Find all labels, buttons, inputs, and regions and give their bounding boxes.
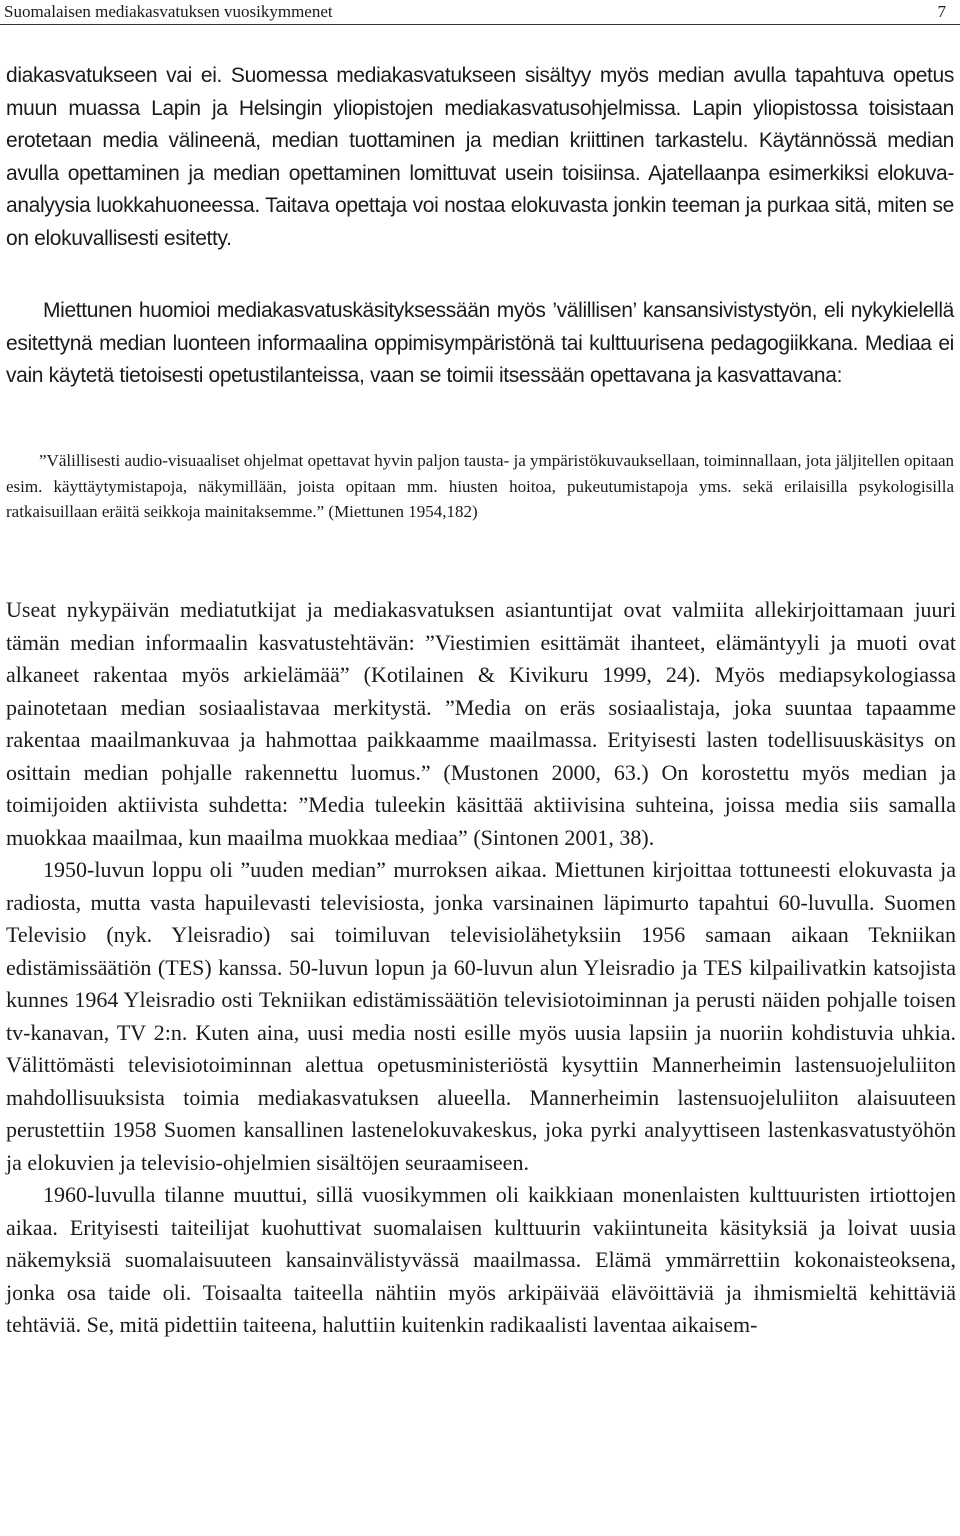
quote-text: ”Välillisesti audio-visuaaliset ohjelmat opettavat hyvin paljon tausta- ja ympäristökuvauksellaan, toiminnallaan, jota jäljitellen opitaan esim. käyttäytymistapoja, näkymillään, joista opitaan mm. hiusten hoitoa, pukeutumistapoja yms. sekä erilaisilla psykologisilla ratkaisuillaan eräitä seikkoja mainitaksemme.” (Miettunen 1954,182) bbox=[6, 451, 954, 522]
body-block-sans-1 bbox=[6, 60, 954, 255]
paragraph-4: 1950-luvun loppu oli ”uuden median” murroksen aikaa. Miettunen kirjoittaa tottuneesti elokuvasta ja radiosta, mutta vasta hapuilevasti televisiosta, jonka varsinainen läpimurto tapahtui 60-luvulla. Suomen Televisio (nyk. Yleisradio) sai toimiluvan televisiolähetyksiin 1956 samaan aikaan Tekniikan edistämissäätiön (TES) kanssa. 50-luvun lopun ja 60-luvun alun Yleisradio ja TES kilpailivatkin katsojista kunnes 1964 Yleisradio osti Tekniikan edistämissäätiön televisiotoiminnan ja perusti näiden pohjalle toisen tv-kanavan, TV 2:n. Kuten aina, uusi media nosti esille myös uusia lapsiin ja nuoriin kohdistuvia uhkia. Välittömästi televisiotoiminnan alettua opetusministeriöstä kysyttiin Mannerheimin lastensuojeluliiton mahdollisuuksista toimia mediakasvatuksen alueella. Mannerheimin lastensuojeluliiton alaisuuteen perustettiin 1958 Suomen kansallinen lastenelokuvakeskus, joka pyrki analyyttiseen lastenkasvatustyöhön ja elokuvien ja televisio-ohjelmien sisältöjen seuraamiseen. bbox=[6, 857, 956, 1175]
block-quote bbox=[6, 448, 954, 525]
header-rule bbox=[0, 24, 960, 25]
body-block-serif bbox=[6, 594, 956, 1342]
paragraph-2: Miettunen huomioi mediakasvatuskäsityksessään myös ’välillisen’ kansansivistystyön, eli nykykielellä esitettynä median luonteen informaalina oppimisympäristönä tai kulttuurisena pedagogiikkana. Mediaa ei vain käytetä tietoisesti opetustilanteissa, vaan se toimii itsessään opettavana ja kasvattavana: bbox=[6, 299, 954, 387]
paragraph-3: Useat nykypäivän mediatutkijat ja mediakasvatuksen asiantuntijat ovat valmiita allekirjoittamaan juuri tämän median informaalin kasvatustehtävän: ”Viestimien esittämät ihanteet, elämäntyyli ja muoti ovat alkaneet rakentaa myös arkielämää” (Kotilainen & Kivikuru 1999, 24). Myös mediapsykologiassa painotetaan median sosiaalistavaa merkitystä. ”Media on eräs sosiaalistaja, joka suuntaa tapaamme rakentaa maailmankuvaa ja hahmottaa paikkaamme maailmassa. Erityisesti lasten todellisuuskäsitys on osittain median pohjalle rakennettu luomus.” (Mustonen 2000, 63.) On korostettu myös median ja toimijoiden aktiivista suhdetta: ”Media tuleekin käsittää aktiivisina suhteina, joissa media siis samalla muokkaa maailmaa, kun maailma muokkaa mediaa” (Sintonen 2001, 38). bbox=[6, 597, 956, 850]
page-number: 7 bbox=[937, 2, 946, 21]
paragraph-5: 1960-luvulla tilanne muuttui, sillä vuosikymmen oli kaikkiaan monenlaisten kulttuuristen irtiottojen aikaa. Erityisesti taiteilijat kuohuttivat suomalaisen kulttuurin vakiintuneita käsityksiä ja loivat uusia näkemyksiä suomalaisuuteen kansainvälistyvässä maailmassa. Elämä ymmärrettiin kokonaisteoksena, jonka osa taide oli. Toisaalta taiteella nähtiin myös arkipäivää elävöittäviä ja ihmismieltä kehittäviä tehtäviä. Se, mitä pidettiin taiteena, haluttiin kuitenkin radikaalisti laventaa aikaisem- bbox=[6, 1182, 956, 1337]
paragraph-1: diakasvatukseen vai ei. Suomessa mediakasvatukseen sisältyy myös median avulla tapahtuva opetus muun muassa Lapin ja Helsingin yliopistojen mediakasvatusohjelmissa. Lapin yliopistossa toisistaan erotetaan media välineenä, median tuottaminen ja median kriittinen tarkastelu. Käytännössä median avulla opettaminen ja median opettaminen lomittuvat usein toisiinsa. Ajatellaanpa esimerkiksi elokuva-analyysia luokkahuoneessa. Taitava opettaja voi nostaa elokuvasta jonkin teeman ja purkaa sitä, miten se on elokuvallisesti esitetty. bbox=[6, 64, 954, 250]
running-header bbox=[0, 0, 960, 26]
body-block-sans-2 bbox=[6, 295, 954, 393]
running-title: Suomalaisen mediakasvatuksen vuosikymmenet bbox=[4, 2, 333, 21]
